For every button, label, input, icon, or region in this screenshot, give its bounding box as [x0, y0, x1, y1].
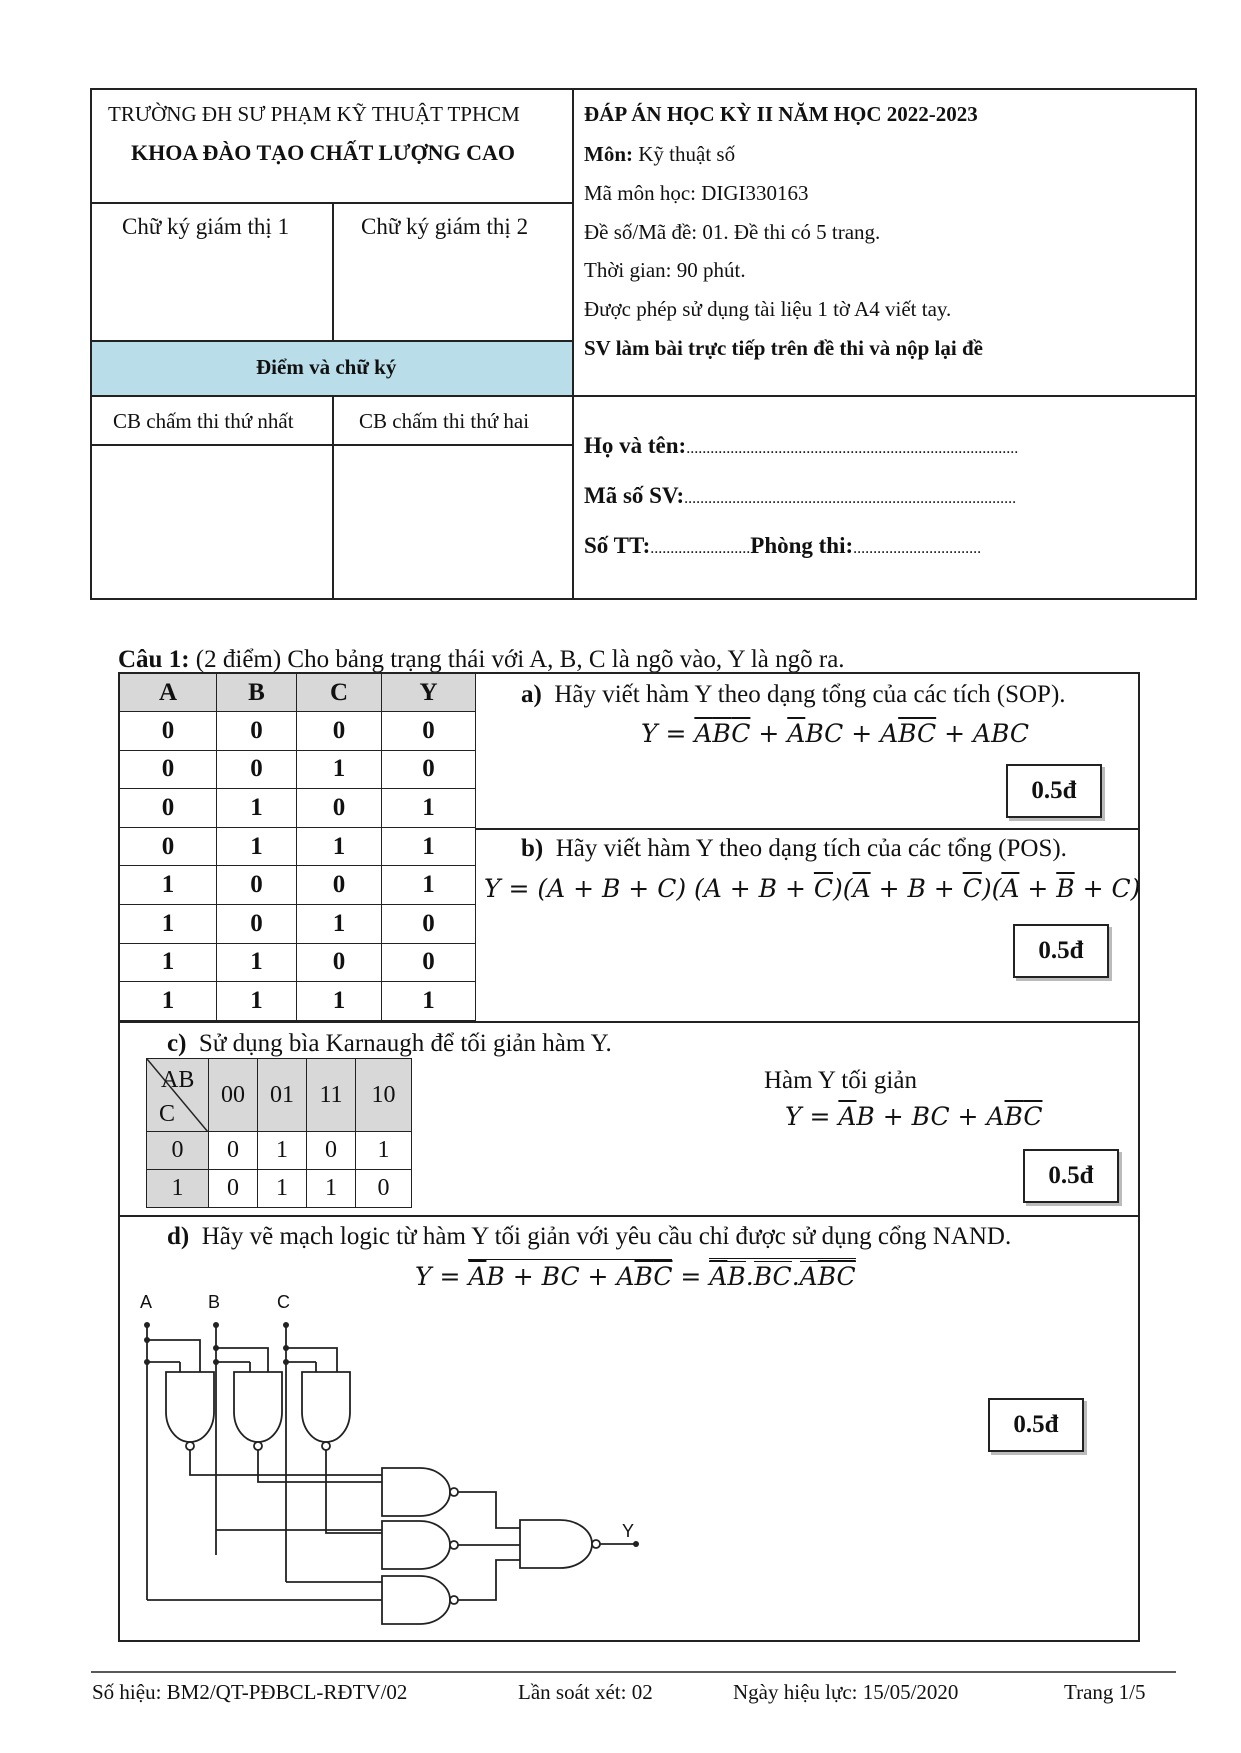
kmap-col-header: 00	[209, 1059, 258, 1132]
part-d-text: Hãy vẽ mạch logic từ hàm Y tối giản với yêu cầu chỉ được sử dụng cổng NAND.	[201, 1223, 1012, 1250]
pos-equation: Y = (A + B + C) $(A + B + \overline{C})(\overline{A} + B + \overline{C})(\overline{A} + \overline{B} + C)$	[484, 874, 1141, 903]
student-id-label: Mã số SV:	[584, 483, 685, 508]
truth-table-header-cell: A	[120, 674, 217, 712]
table-cell: 0	[382, 943, 476, 982]
allowed-materials: Được phép sử dụng tài liệu 1 tờ A4 viết tay.	[584, 297, 952, 321]
table-cell: 1	[217, 827, 297, 866]
table-cell: 0	[382, 904, 476, 943]
kmap-col-header: 01	[258, 1059, 307, 1132]
table-cell: 1	[297, 904, 382, 943]
minimized-label: Hàm Y tối giản	[764, 1067, 917, 1094]
table-cell: 0	[297, 866, 382, 905]
table-cell: 0	[217, 750, 297, 789]
table-cell: 0	[120, 712, 217, 751]
order-dots: .........................	[650, 540, 751, 557]
kmap-col-header: 10	[356, 1059, 412, 1132]
instruction-line: SV làm bài trực tiếp trên đề thi và nộp lại đề	[584, 336, 983, 360]
kmap-corner-c: C	[159, 1101, 176, 1127]
minimized-equation: $Y = \overline{A}B$ + BC + $A\overline{B}\overline{C}$	[785, 1102, 1043, 1131]
question-1-text: (2 điểm) Cho bảng trạng thái với A, B, C là ngõ vào, Y là ngõ ra.	[189, 646, 845, 673]
student-name-dots: ...................................................................................	[686, 440, 1019, 457]
faculty-name: KHOA ĐÀO TẠO CHẤT LƯỢNG CAO	[131, 140, 516, 165]
part-b-text: Hãy viết hàm Y theo dạng tích của các tổng (POS).	[555, 835, 1067, 862]
student-name-label: Họ và tên:	[584, 433, 687, 458]
part-c-text: Sử dụng bìa Karnaugh để tối giản hàm Y.	[198, 1030, 612, 1057]
table-cell: 0	[120, 789, 217, 828]
table-cell: 1	[217, 943, 297, 982]
table-cell: 1	[120, 866, 217, 905]
room-label: Phòng thi:	[750, 533, 854, 558]
footer-effective-date: Ngày hiệu lực: 15/05/2020	[733, 1680, 959, 1704]
kmap-cell: 1	[356, 1132, 412, 1170]
school-name: TRƯỜNG ĐH SƯ PHẠM KỸ THUẬT TPHCM	[108, 102, 520, 126]
exam-time: Thời gian: 90 phút.	[584, 258, 746, 282]
grader-1-label: CB chấm thi thứ nhất	[113, 409, 294, 433]
table-cell: 0	[297, 943, 382, 982]
points-box-c: 0.5đ	[1023, 1149, 1119, 1203]
circuit-output-y: Y	[622, 1521, 635, 1541]
table-cell: 1	[120, 982, 217, 1021]
subject-label: Môn:	[584, 142, 633, 166]
proctor-signature-2: Chữ ký giám thị 2	[361, 214, 529, 239]
kmap-corner-ab: AB	[161, 1067, 195, 1093]
exam-title: ĐÁP ÁN HỌC KỲ II NĂM HỌC 2022-2023	[584, 102, 978, 126]
footer-doc-code: Số hiệu: BM2/QT-PĐBCL-RĐTV/02	[92, 1680, 408, 1704]
part-a-label: a)	[521, 681, 542, 708]
table-cell: 0	[217, 904, 297, 943]
kmap-col-header: 11	[307, 1059, 356, 1132]
table-cell: 0	[217, 866, 297, 905]
table-cell: 1	[382, 982, 476, 1021]
table-cell: 1	[297, 750, 382, 789]
truth-table-header-cell: Y	[382, 674, 476, 712]
grader-2-label: CB chấm thi thứ hai	[359, 409, 530, 433]
course-code: Mã môn học: DIGI330163	[584, 181, 809, 205]
points-box-a: 0.5đ	[1006, 764, 1102, 818]
proctor-signature-1: Chữ ký giám thị 1	[122, 214, 290, 239]
exam-number: Đề số/Mã đề: 01. Đề thi có 5 trang.	[584, 220, 881, 244]
circuit-input-b: B	[208, 1292, 221, 1312]
kmap-row-header: 1	[147, 1170, 209, 1208]
part-b-label: b)	[521, 835, 544, 862]
room-dots: ................................	[853, 540, 982, 557]
footer-page-number: Trang 1/5	[1064, 1680, 1146, 1704]
table-cell: 0	[120, 750, 217, 789]
table-cell: 0	[297, 712, 382, 751]
truth-table-header-cell: C	[297, 674, 382, 712]
kmap-cell: 1	[258, 1170, 307, 1208]
table-cell: 1	[120, 904, 217, 943]
circuit-input-c: C	[277, 1292, 290, 1312]
kmap-cell: 0	[209, 1132, 258, 1170]
kmap-cell: 0	[307, 1132, 356, 1170]
nand-equation: $Y = \overline{A}B$ + BC + $A\overline{B}\overline{C} = \overline{A}B.BC.A\overline{B}\overline{C}$	[415, 1258, 856, 1291]
footer-revision: Lần soát xét: 02	[518, 1680, 653, 1704]
truth-table-header-cell: B	[217, 674, 297, 712]
student-id-dots: ...................................................................................	[684, 490, 1017, 507]
kmap-cell: 0	[209, 1170, 258, 1208]
score-and-signature: Điểm và chữ ký	[256, 355, 397, 379]
table-cell: 0	[382, 750, 476, 789]
table-cell: 1	[120, 943, 217, 982]
table-cell: 1	[382, 827, 476, 866]
kmap-cell: 1	[307, 1170, 356, 1208]
table-cell: 1	[382, 789, 476, 828]
order-label: Số TT:	[584, 533, 651, 558]
table-cell: 1	[297, 827, 382, 866]
points-box-b: 0.5đ	[1013, 924, 1109, 978]
table-cell: 0	[217, 712, 297, 751]
question-1-number: Câu 1:	[118, 646, 190, 673]
table-cell: 0	[120, 827, 217, 866]
subject-value: Kỹ thuật số	[633, 142, 736, 166]
part-d-label: d)	[167, 1223, 190, 1250]
part-a-text: Hãy viết hàm Y theo dạng tổng của các tích (SOP).	[554, 681, 1066, 708]
table-cell: 1	[382, 866, 476, 905]
table-cell: 1	[297, 982, 382, 1021]
points-box-d: 0.5đ	[988, 1398, 1084, 1452]
circuit-input-a: A	[140, 1292, 153, 1312]
table-cell: 1	[217, 789, 297, 828]
table-cell: 0	[297, 789, 382, 828]
part-c-label: c)	[167, 1030, 187, 1057]
sop-equation: $Y = \overline{A}\overline{B}\overline{C} + \overline{A}BC + A\overline{B}\overline{C}$ + ABC	[641, 719, 1030, 748]
kmap-cell: 0	[356, 1170, 412, 1208]
table-cell: 1	[217, 982, 297, 1021]
kmap-row-header: 0	[147, 1132, 209, 1170]
kmap-cell: 1	[258, 1132, 307, 1170]
table-cell: 0	[382, 712, 476, 751]
